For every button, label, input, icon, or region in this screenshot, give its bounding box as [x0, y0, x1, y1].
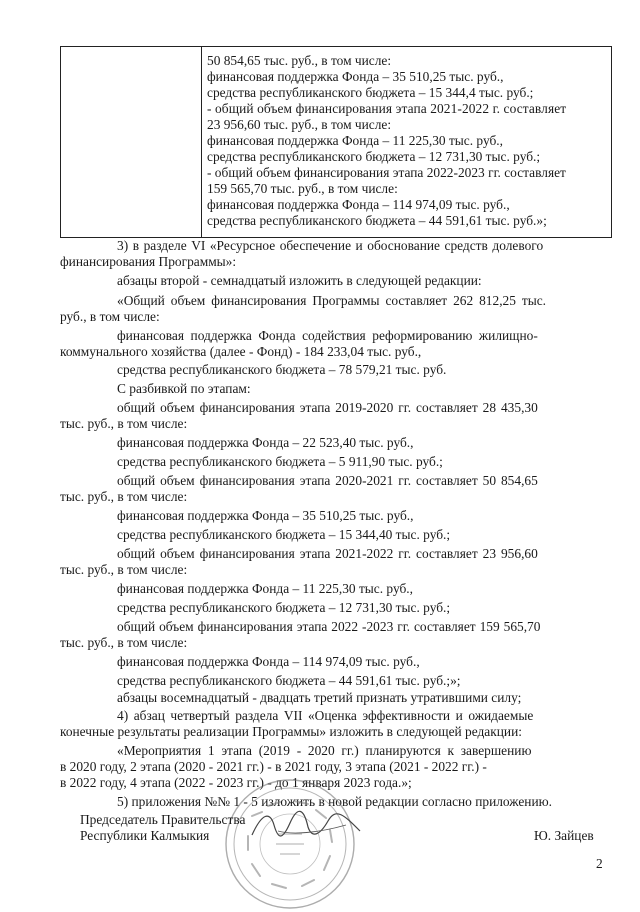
table-line: средства республиканского бюджета – 15 344,4 тыс. руб.; [207, 85, 534, 100]
paragraph-line: коммунального хозяйства (далее - Фонд) - 184 233,04 тыс. руб., [60, 344, 422, 359]
paragraph-line: конечные результаты реализации Программы» изложить в следующей редакции: [60, 724, 522, 739]
paragraph-line: «Мероприятия 1 этапа (2019 - 2020 гг.) планируются к завершению [117, 743, 532, 758]
table-column-divider [201, 46, 202, 237]
paragraph-line: 4) абзац четвертый раздела VII «Оценка эффективности и ожидаемые [117, 708, 534, 723]
paragraph-line: общий объем финансирования этапа 2022 -2023 гг. составляет 159 565,70 [117, 619, 541, 634]
paragraph-line: «Общий объем финансирования Программы составляет 262 812,25 тыс. [117, 293, 547, 308]
paragraph-line: финансирования Программы»: [60, 254, 237, 269]
table-line: финансовая поддержка Фонда – 11 225,30 тыс. руб., [207, 133, 503, 148]
table-line: - общий объем финансирования этапа 2021-2022 г. составляет [207, 101, 567, 116]
table-line: средства республиканского бюджета – 12 731,30 тыс. руб.; [207, 149, 541, 164]
table-line: 50 854,65 тыс. руб., в том числе: [207, 53, 392, 68]
paragraph-line: абзацы восемнадцатый - двадцать третий признать утратившими силу; [117, 690, 522, 705]
table-line: финансовая поддержка Фонда – 114 974,09 тыс. руб., [207, 197, 510, 212]
paragraph-line: в 2020 году, 2 этапа (2020 - 2021 гг.) - в 2021 году, 3 этапа (2021 - 2022 гг.) - [60, 759, 487, 774]
paragraph-line: общий объем финансирования этапа 2020-2021 гг. составляет 50 854,65 [117, 473, 538, 488]
paragraph-line: тыс. руб., в том числе: [60, 562, 188, 577]
paragraph-line: средства республиканского бюджета – 15 344,40 тыс. руб.; [117, 527, 451, 542]
paragraph-line: средства республиканского бюджета – 12 731,30 тыс. руб.; [117, 600, 451, 615]
table-line: средства республиканского бюджета – 44 591,61 тыс. руб.»; [207, 213, 547, 228]
paragraph-line: финансовая поддержка Фонда содействия реформированию жилищно- [117, 328, 538, 343]
table-line: 159 565,70 тыс. руб., в том числе: [207, 181, 398, 196]
paragraph-line: общий объем финансирования этапа 2021-2022 гг. составляет 23 956,60 [117, 546, 538, 561]
table-line: финансовая поддержка Фонда – 35 510,25 тыс. руб., [207, 69, 504, 84]
signatory-position-line1: Председатель Правительства [80, 812, 246, 827]
paragraph-line: финансовая поддержка Фонда – 35 510,25 тыс. руб., [117, 508, 414, 523]
paragraph-line: средства республиканского бюджета – 78 579,21 тыс. руб. [117, 362, 447, 377]
paragraph-line: финансовая поддержка Фонда – 114 974,09 тыс. руб., [117, 654, 420, 669]
paragraph-line: финансовая поддержка Фонда – 11 225,30 тыс. руб., [117, 581, 413, 596]
signatory-position-line2: Республики Калмыкия [80, 828, 210, 843]
paragraph-line: С разбивкой по этапам: [117, 381, 251, 396]
paragraph-line: в 2022 году, 4 этапа (2022 - 2023 гг.) - до 1 января 2023 года.»; [60, 775, 412, 790]
paragraph-line: тыс. руб., в том числе: [60, 489, 188, 504]
paragraph-line: финансовая поддержка Фонда – 22 523,40 тыс. руб., [117, 435, 414, 450]
paragraph-line: 5) приложения №№ 1 - 5 изложить в новой редакции согласно приложению. [117, 794, 552, 809]
table-line: 23 956,60 тыс. руб., в том числе: [207, 117, 392, 132]
handwritten-signature [248, 805, 368, 845]
paragraph-line: 3) в разделе VI «Ресурсное обеспечение и обоснование средств долевого [117, 238, 544, 253]
paragraph-line: руб., в том числе: [60, 309, 160, 324]
page-number: 2 [596, 856, 603, 871]
paragraph-line: тыс. руб., в том числе: [60, 635, 188, 650]
signatory-name: Ю. Зайцев [534, 828, 594, 843]
paragraph-line: средства республиканского бюджета – 44 591,61 тыс. руб.;»; [117, 673, 461, 688]
paragraph-line: абзацы второй - семнадцатый изложить в следующей редакции: [117, 273, 482, 288]
table-line: - общий объем финансирования этапа 2022-2023 гг. составляет [207, 165, 566, 180]
paragraph-line: средства республиканского бюджета – 5 911,90 тыс. руб.; [117, 454, 443, 469]
paragraph-line: общий объем финансирования этапа 2019-2020 гг. составляет 28 435,30 [117, 400, 538, 415]
paragraph-line: тыс. руб., в том числе: [60, 416, 188, 431]
